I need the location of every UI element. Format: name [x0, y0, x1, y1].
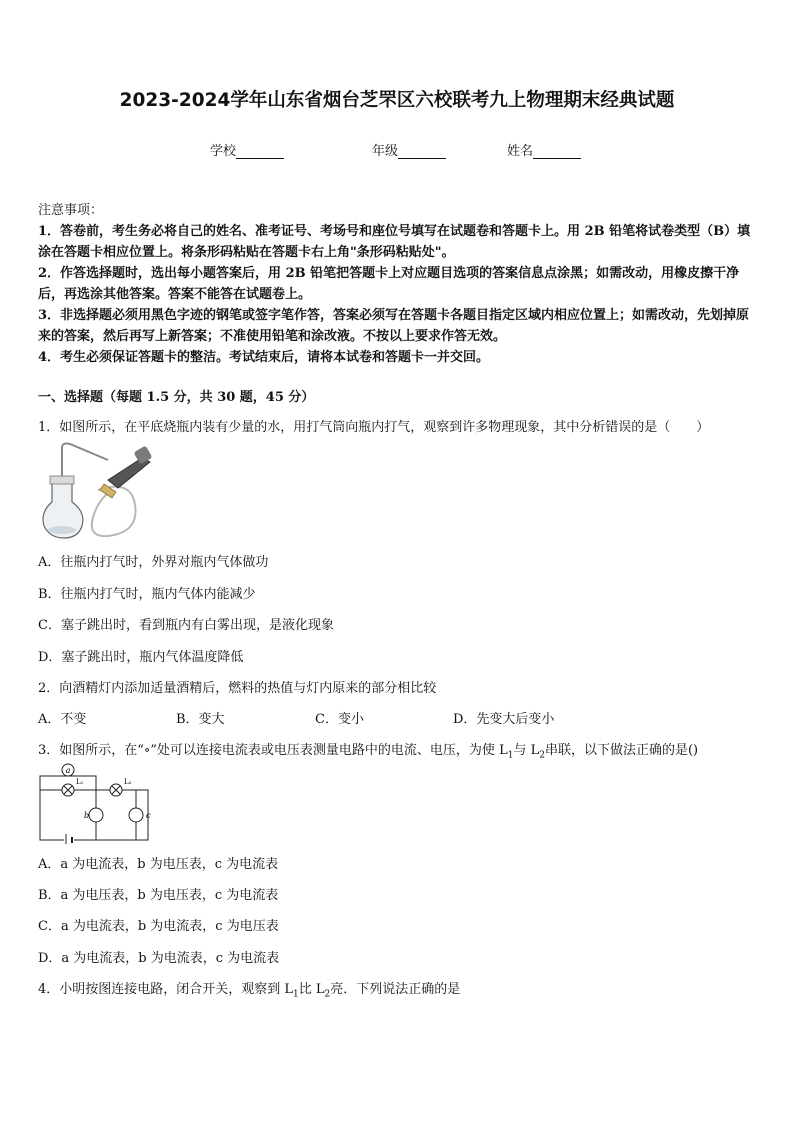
- question-1-stem: 1．如图所示，在平底烧瓶内装有少量的水，用打气筒向瓶内打气，观察到许多物理现象，其中分析错误的是（ ）: [38, 420, 710, 435]
- name-blank: [533, 144, 581, 159]
- meter-c-label: c: [146, 811, 151, 820]
- q3-subscript-2: 2: [539, 750, 545, 761]
- grade-label: 年级: [372, 144, 399, 159]
- q1-option-a: A．往瓶内打气时，外界对瓶内气体做功: [38, 555, 269, 570]
- q1-option-c: C．塞子跳出时，看到瓶内有白雾出现，是液化现象: [38, 618, 334, 633]
- q2-option-c: C．变小: [315, 712, 364, 727]
- q1-option-d: D．塞子跳出时，瓶内气体温度降低: [38, 650, 244, 665]
- note-item-3: 3．非选择题必须用黑色字迹的钢笔或签字笔作答，答案必须写在答题卡各题目指定区域内相应位置上；如需改动，先划掉原来的答案，然后再写上新答案；不准使用铅笔和涂改液。不按以上要求作答无效。: [38, 308, 750, 344]
- q2-option-d: D．先变大后变小: [453, 712, 555, 727]
- q3-stem-part-b: 与 L: [513, 743, 540, 758]
- note-item-4: 4．考生必须保证答题卡的整洁。考试结束后，请将本试卷和答题卡一并交回。: [38, 350, 490, 365]
- question-3-stem: [38, 739, 698, 761]
- q3-option-c: C．a 为电流表，b 为电流表，c 为电压表: [38, 919, 279, 934]
- q3-option-d: D．a 为电流表，b 为电流表，c 为电流表: [38, 951, 280, 966]
- school-label: 学校: [210, 144, 237, 159]
- circuit-diagram: [38, 760, 158, 844]
- meter-a-label: a: [65, 766, 71, 775]
- q4-stem-part-c: 亮．下列说法正确的是: [330, 982, 461, 997]
- q4-subscript-1: 1: [293, 989, 299, 1000]
- page-title: 2023-2024学年山东省烟台芝罘区六校联考九上物理期末经典试题: [119, 90, 675, 111]
- q4-stem-part-a: 4．小明按图连接电路，闭合开关，观察到 L: [38, 982, 294, 997]
- q2-option-b: B．变大: [176, 712, 225, 727]
- q2-option-a: A．不变: [38, 712, 87, 727]
- note-item-1: 1．答卷前，考生务必将自己的姓名、准考证号、考场号和座位号填写在试题卷和答题卡上。用 2B 铅笔将试卷类型（B）填涂在答题卡相应位置上。将条形码粘贴在答题卡右上角"条形码粘贴处"。: [38, 224, 751, 260]
- q3-stem-part-c: 串联，以下做法正确的是(): [544, 743, 699, 758]
- section-heading: 一、选择题（每题 1.5 分，共 30 题，45 分）: [38, 390, 315, 405]
- q3-option-a: A．a 为电流表，b 为电压表，c 为电流表: [38, 857, 279, 872]
- grade-field: [372, 140, 446, 159]
- grade-blank: [398, 144, 446, 159]
- q1-option-b: B．往瓶内打气时，瓶内气体内能减少: [38, 587, 256, 602]
- q3-stem-part-a: 3．如图所示，在“∘”处可以连接电流表或电压表测量电路中的电流、电压，为使 L: [38, 743, 508, 758]
- student-info-line: [0, 140, 794, 160]
- lamp-l2-label: L₂: [124, 778, 132, 786]
- meter-b-label: b: [84, 811, 90, 820]
- q4-subscript-2: 2: [324, 989, 331, 1000]
- q3-option-b: B．a 为电压表，b 为电压表，c 为电流表: [38, 888, 279, 903]
- q4-stem-part-b: 比 L: [298, 982, 325, 997]
- question-4-stem: [38, 978, 460, 1000]
- flask-pump-figure: [38, 440, 154, 540]
- q3-subscript-1: 1: [507, 750, 514, 761]
- school-blank: [236, 144, 284, 159]
- note-item-2: 2．作答选择题时，选出每小题答案后，用 2B 铅笔把答题卡上对应题目选项的答案信息点涂黑；如需改动，用橡皮擦干净后，再选涂其他答案。答案不能答在试题卷上。: [38, 266, 740, 302]
- notes-heading: 注意事项：: [38, 203, 104, 218]
- question-2-stem: 2．向酒精灯内添加适量酒精后，燃料的热值与灯内原来的部分相比较: [38, 681, 437, 696]
- lamp-l1-label: L₁: [76, 778, 84, 786]
- school-field: [210, 140, 284, 159]
- name-field: [507, 140, 581, 159]
- notes-block: [38, 200, 762, 368]
- name-label: 姓名: [507, 144, 534, 159]
